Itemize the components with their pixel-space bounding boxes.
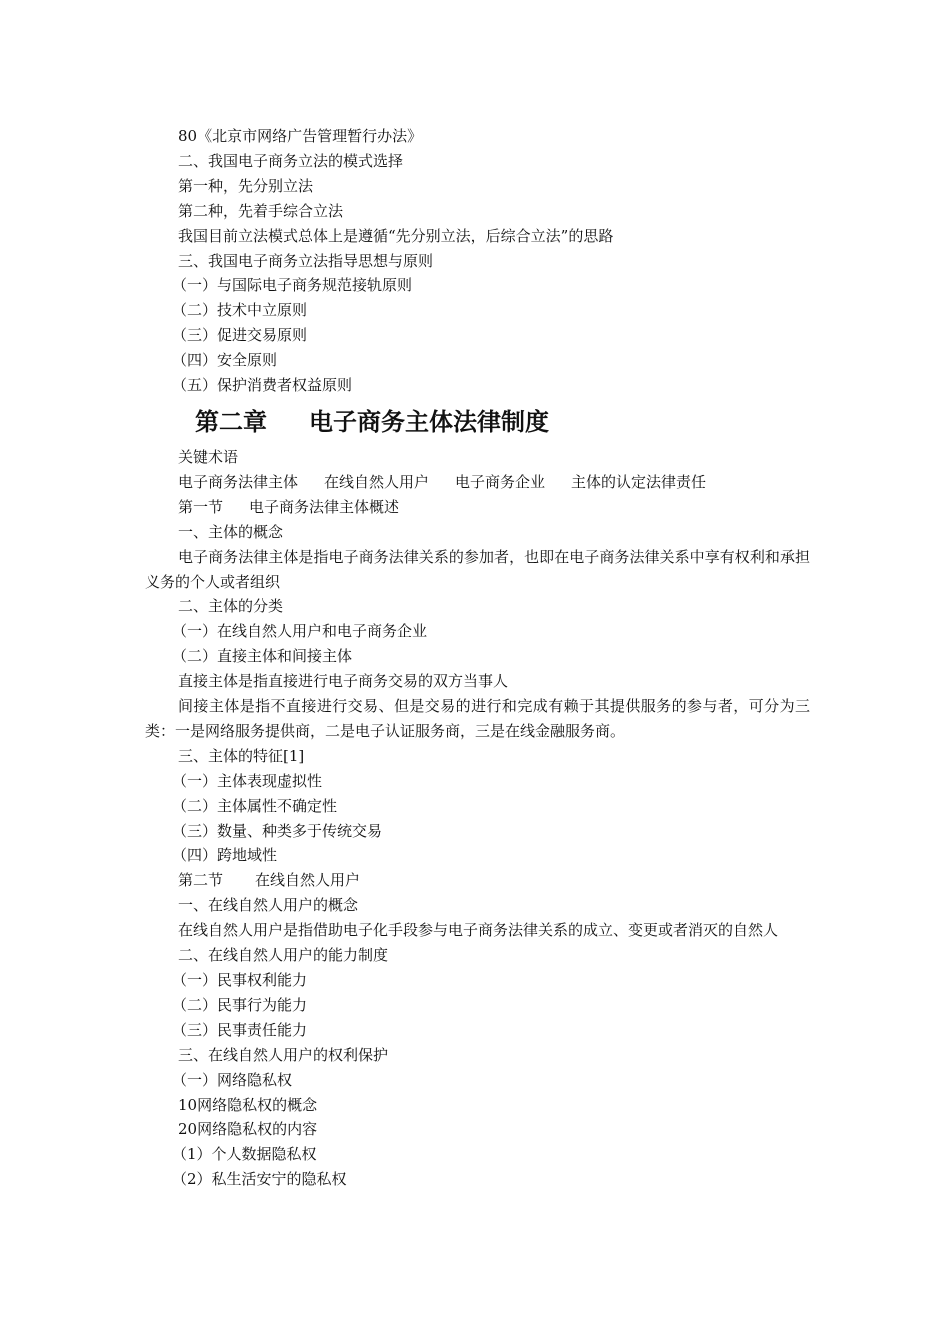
chapter-name: 电子商务主体法律制度 — [309, 407, 549, 436]
heading-line: 二、在线自然人用户的能力制度 — [178, 946, 389, 965]
heading-line: 三、主体的特征[1] — [178, 746, 305, 765]
paragraph: 间接主体是指不直接进行交易、但是交易的进行和完成有赖于其提供服务的参与者，可分为三类：一是网络服务提供商，二是电子认证服务商，三是在线金融服务商。 — [145, 697, 810, 740]
section-number: 第一节 — [178, 497, 224, 516]
list-item: （四）安全原则 — [172, 351, 278, 370]
list-item: （二）民事行为能力 — [172, 995, 308, 1014]
keyword-term: 电子商务企业 — [455, 472, 546, 491]
list-item: （三）数量、种类多于传统交易 — [172, 821, 383, 840]
text-line: 第一种，先分别立法 — [178, 176, 314, 195]
list-item: （2）私生活安宁的隐私权 — [172, 1170, 347, 1189]
list-item: （二）直接主体和间接主体 — [172, 647, 353, 666]
text-line: 直接主体是指直接进行电子商务交易的双方当事人 — [178, 672, 509, 691]
section-title — [145, 495, 810, 520]
text-line: 10网络隐私权的概念 — [178, 1095, 318, 1114]
document-body — [145, 124, 810, 1192]
list-item: （三）民事责任能力 — [172, 1020, 308, 1039]
paragraph: 在线自然人用户是指借助电子化手段参与电子商务法律关系的成立、变更或者消灭的自然人 — [178, 921, 779, 940]
list-item: （一）主体表现虚拟性 — [172, 771, 323, 790]
heading-line: 三、我国电子商务立法指导思想与原则 — [178, 251, 434, 270]
list-item: （二）技术中立原则 — [172, 301, 308, 320]
chapter-title — [145, 407, 810, 437]
section-name: 在线自然人用户 — [255, 871, 361, 890]
list-item: （1）个人数据隐私权 — [172, 1145, 317, 1164]
heading-line: 一、主体的概念 — [178, 522, 284, 541]
list-item: （一）在线自然人用户和电子商务企业 — [172, 622, 428, 641]
text-line: 第二种，先着手综合立法 — [178, 201, 344, 220]
section-name: 电子商务法律主体概述 — [249, 497, 400, 516]
heading-line: 三、在线自然人用户的权利保护 — [178, 1045, 389, 1064]
paragraph: 电子商务法律主体是指电子商务法律关系的参加者，也即在电子商务法律关系中享有权利和承担义务的个人或者组织 — [145, 547, 810, 591]
section-title — [145, 868, 810, 893]
heading-line: 二、主体的分类 — [178, 597, 284, 616]
keyword-term: 主体的认定法律责任 — [571, 472, 707, 491]
text-line: 80《北京市网络广告管理暂行办法》 — [178, 127, 423, 145]
section-number: 第二节 — [178, 871, 224, 890]
text-line: 我国目前立法模式总体上是遵循“先分别立法，后综合立法”的思路 — [178, 226, 614, 245]
keywords-list — [145, 470, 810, 495]
heading-line: 二、我国电子商务立法的模式选择 — [178, 151, 404, 170]
chapter-number: 第二章 — [195, 407, 267, 436]
keyword-term: 在线自然人用户 — [324, 472, 430, 491]
text-line: 20网络隐私权的内容 — [178, 1120, 318, 1139]
list-item: （一）网络隐私权 — [172, 1070, 293, 1089]
list-item: （一）与国际电子商务规范接轨原则 — [172, 276, 413, 295]
keyword-term: 电子商务法律主体 — [178, 472, 299, 491]
heading-line: 一、在线自然人用户的概念 — [178, 896, 359, 915]
list-item: （三）促进交易原则 — [172, 326, 308, 345]
list-item: （一）民事权利能力 — [172, 971, 308, 989]
list-item: （五）保护消费者权益原则 — [172, 376, 353, 395]
list-item: （四）跨地域性 — [172, 846, 278, 865]
keywords-label: 关键术语 — [178, 447, 239, 466]
list-item: （二）主体属性不确定性 — [172, 796, 338, 815]
